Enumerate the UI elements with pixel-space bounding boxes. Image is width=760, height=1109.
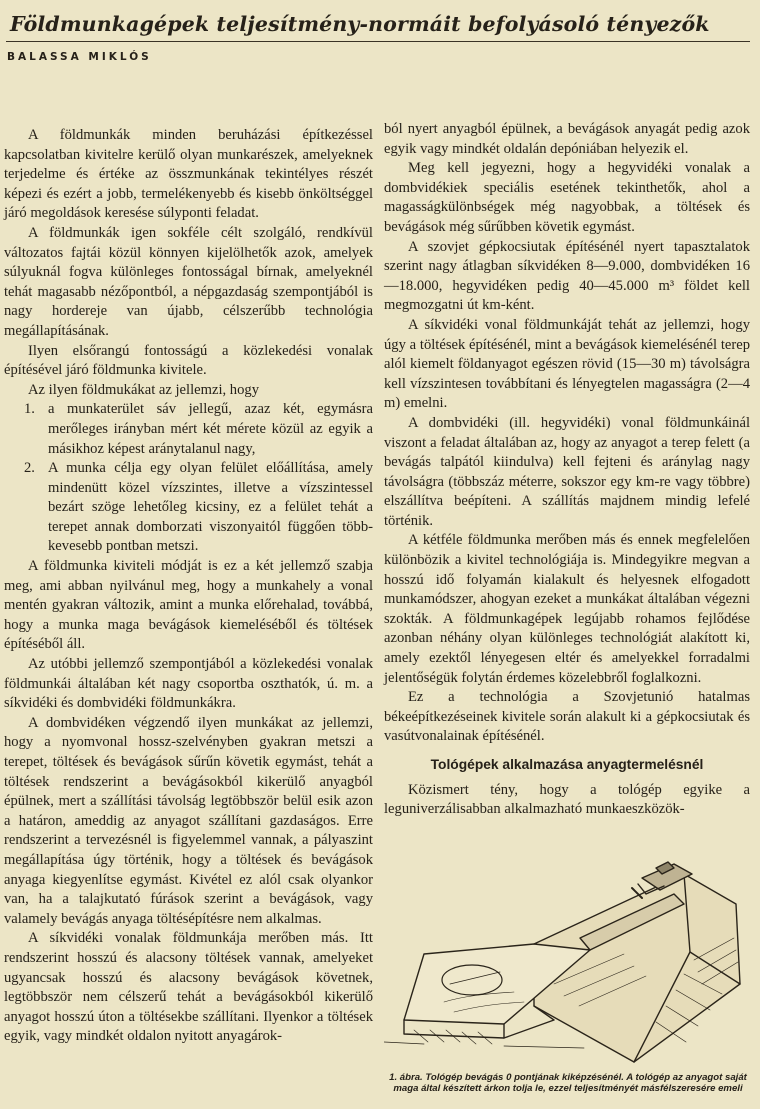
list-item-text: a munkaterület sáv jellegű, azaz két, egymásra merőleges irányban mért két mérete közül az egyik a másikhoz képest aránytalanul nagy,: [48, 401, 373, 457]
paragraph: A síkvidéki vonalak földmunkája merőben más. Itt rendszerint hosszú és alacsony töltések vannak, amelyeket ugyancsak hosszú és alacsony bevágások követnek, legtöbbször nem célszerű tehát a bevágásokból kikerülő anyagot hosszú úton a töltésekbe szállítani. Ilyenkor a töltések egyik, vagy mindkét oldalon nyitott anyagárok-: [4, 930, 373, 1045]
list-item-text: A munka célja egy olyan felület előállítása, amely mindenütt közel vízszintes, illetve a vízszintessel bezárt szöge lehetőleg kicsiny, ez a felület tehát a terepet annak domborzati viszonyaitól függően több-kevesebb pontban metszi.: [48, 460, 373, 555]
figure-caption: 1. ábra. Tológép bevágás 0 pontjának kiképzésénél. A tológép az anyagot saját maga által készített árkon tolja le, ezzel teljesítményét másfélszeresére emeli: [389, 1072, 747, 1095]
list-item: [4, 400, 373, 459]
characteristics-list: [4, 400, 373, 557]
left-column: [4, 126, 373, 1047]
author-name: BALASSA MIKLÓS: [7, 51, 152, 63]
list-number: 1.: [24, 401, 35, 418]
paragraph: A földmunkák igen sokféle célt szolgáló, rendkívül változatos fajtái közül könnyen kijelölhetők azok, amelyek súlyuknál fogva különleges fontosságal bírnak, amelyeknél tehát magasabb nézőpontból, a népgazdaság szempontjából is nagy hordereje van újabb, célszerűbb technológia megállapításának.: [4, 224, 373, 339]
paragraph: A dombvidéki (ill. hegyvidéki) vonal földmunkáinál viszont a feladat általában az, hogy az anyagot a terep felett (a bevágás talpától kiindulva) kell fejteni és aránylag nagy távolságra (többszáz méterre, sokszor egy km-re vagy többre) elszállítva beépíteni. A szállítás majdnem mindig lefelé történik.: [384, 414, 750, 529]
paragraph: ból nyert anyagból épülnek, a bevágások anyagát pedig azok egyik vagy mindkét oldalán depóniában helyezik el.: [384, 121, 750, 157]
paragraph: Az ilyen földmukákat az jellemzi, hogy: [28, 381, 259, 398]
section-heading: Tológépek alkalmazása anyagtermelésnél: [430, 757, 704, 772]
article-title: Földmunkagépek teljesítmény-normáit befolyásoló tényezők: [10, 12, 710, 36]
paragraph: Az utóbbi jellemző szempontjából a közlekedési vonalak földmunkái általában két nagy csoportba oszthatók, ú. m. a síkvidéki és dombvidéki földmunkákra.: [4, 656, 373, 712]
paragraph: A földmunka kiviteli módját is ez a két jellemző szabja meg, ami abban nyilvánul meg, hogy a munkahely a vonal mentén gyakran változik, amint a munka előrehalad, továbbá, hogy a munka maga bevágások kiemeléséből és töltések építéséből áll.: [4, 558, 373, 653]
right-column: [384, 120, 750, 820]
paragraph: Ilyen elsőrangú fontosságú a közlekedési vonalak építésével járó földmunka kivitele.: [4, 342, 373, 379]
paragraph: A síkvidéki vonal földmunkáját tehát az jellemzi, hogy úgy a töltések építésénél, mint a bevágások kiemelésénél terep alól kiemelt földanyagot egészen rövid (15—30 m) távolságra kell vízszintesen továbbítani és lényegtelen magasságra (2—4 m) emelni.: [384, 316, 750, 412]
list-number: 2.: [24, 460, 35, 477]
figure-bulldozer-illustration: [384, 834, 750, 1066]
paragraph: Meg kell jegyezni, hogy a hegyvidéki vonalak a dombvidékiek speciális esetének tekinthetők, ahol a magasságkülönbségek még nagyobbak, a töltések és bevágások még sűrűbben követik egymást.: [384, 160, 750, 235]
bulldozer-cut-drawing: [384, 834, 750, 1066]
title-divider: [6, 41, 750, 42]
paragraph: Ez a technológia a Szovjetunió hatalmas békeépítkezéseinek kivitele során alakult ki a gépkocsiutak és vasútvonalainak építésénél.: [384, 689, 750, 745]
paragraph: A földmunkák minden beruházási építkezéssel kapcsolatban kivitelre kerülő olyan munkarészek, amelyeknek terjedelme és értéke az összmunkának tekintélyes részét képezi és ezért a jobb, termelékenyebb és kisebb önköltséggel járó megoldások keresése súlyponti feladat.: [4, 127, 373, 222]
paragraph: Közismert tény, hogy a tológép egyike a leguniverzálisabban alkalmazható munkaeszközök-: [384, 781, 750, 818]
list-item: [4, 459, 373, 557]
paragraph: A szovjet gépkocsiutak építésénél nyert tapasztalatok szerint nagy átlagban síkvidéken 8—9.000, dombvidéken 16—18.000, hegyvidéken pedig 40—45.000 m³ földet kell megmozgatni út km-ként.: [384, 238, 750, 314]
paragraph: A kétféle földmunka merőben más és ennek megfelelően különbözik a kivitel technológiája is. Mindegyikre megvan a hosszú idő folyamán kialakult és helyesnek elfogadott munkamódszer, ahogyan ezeket a munkákat általában végezni szokták. A földmunkagépek legújabb rohamos fejlődése azonban néhány olyan különleges technológiát alakított ki, amely ezektől lényegesen eltér és amelyekkel forradalmi jelentőségük folytán érdemes közelebbről foglalkozni.: [384, 532, 750, 686]
paragraph: A dombvidéken végzendő ilyen munkákat az jellemzi, hogy a nyomvonal hossz-szelvényben gyakran metszi a terepet, töltések és bevágások sűrűn követik egymást, tehát a töltések rendszerint a bevágásokból kikerülő anyagból épülnek, mert a szállítási távolság legtöbbször belül esik azon a határon, ameddig az anyagot szállítani gazdaságos. Erre rendszerint a tervezésnél is figyelemmel vannak, a pályaszint megállapítása úgy történik, hogy a töltések és bevágások anyaga kiegyenlítse egymást. Kivétel ez alól csak olyankor van, ha a talajkutató fúrások szerint a bevágások, vagy valamely bevágás anyaga töltésépítésre nem alkalmas.: [4, 714, 373, 927]
